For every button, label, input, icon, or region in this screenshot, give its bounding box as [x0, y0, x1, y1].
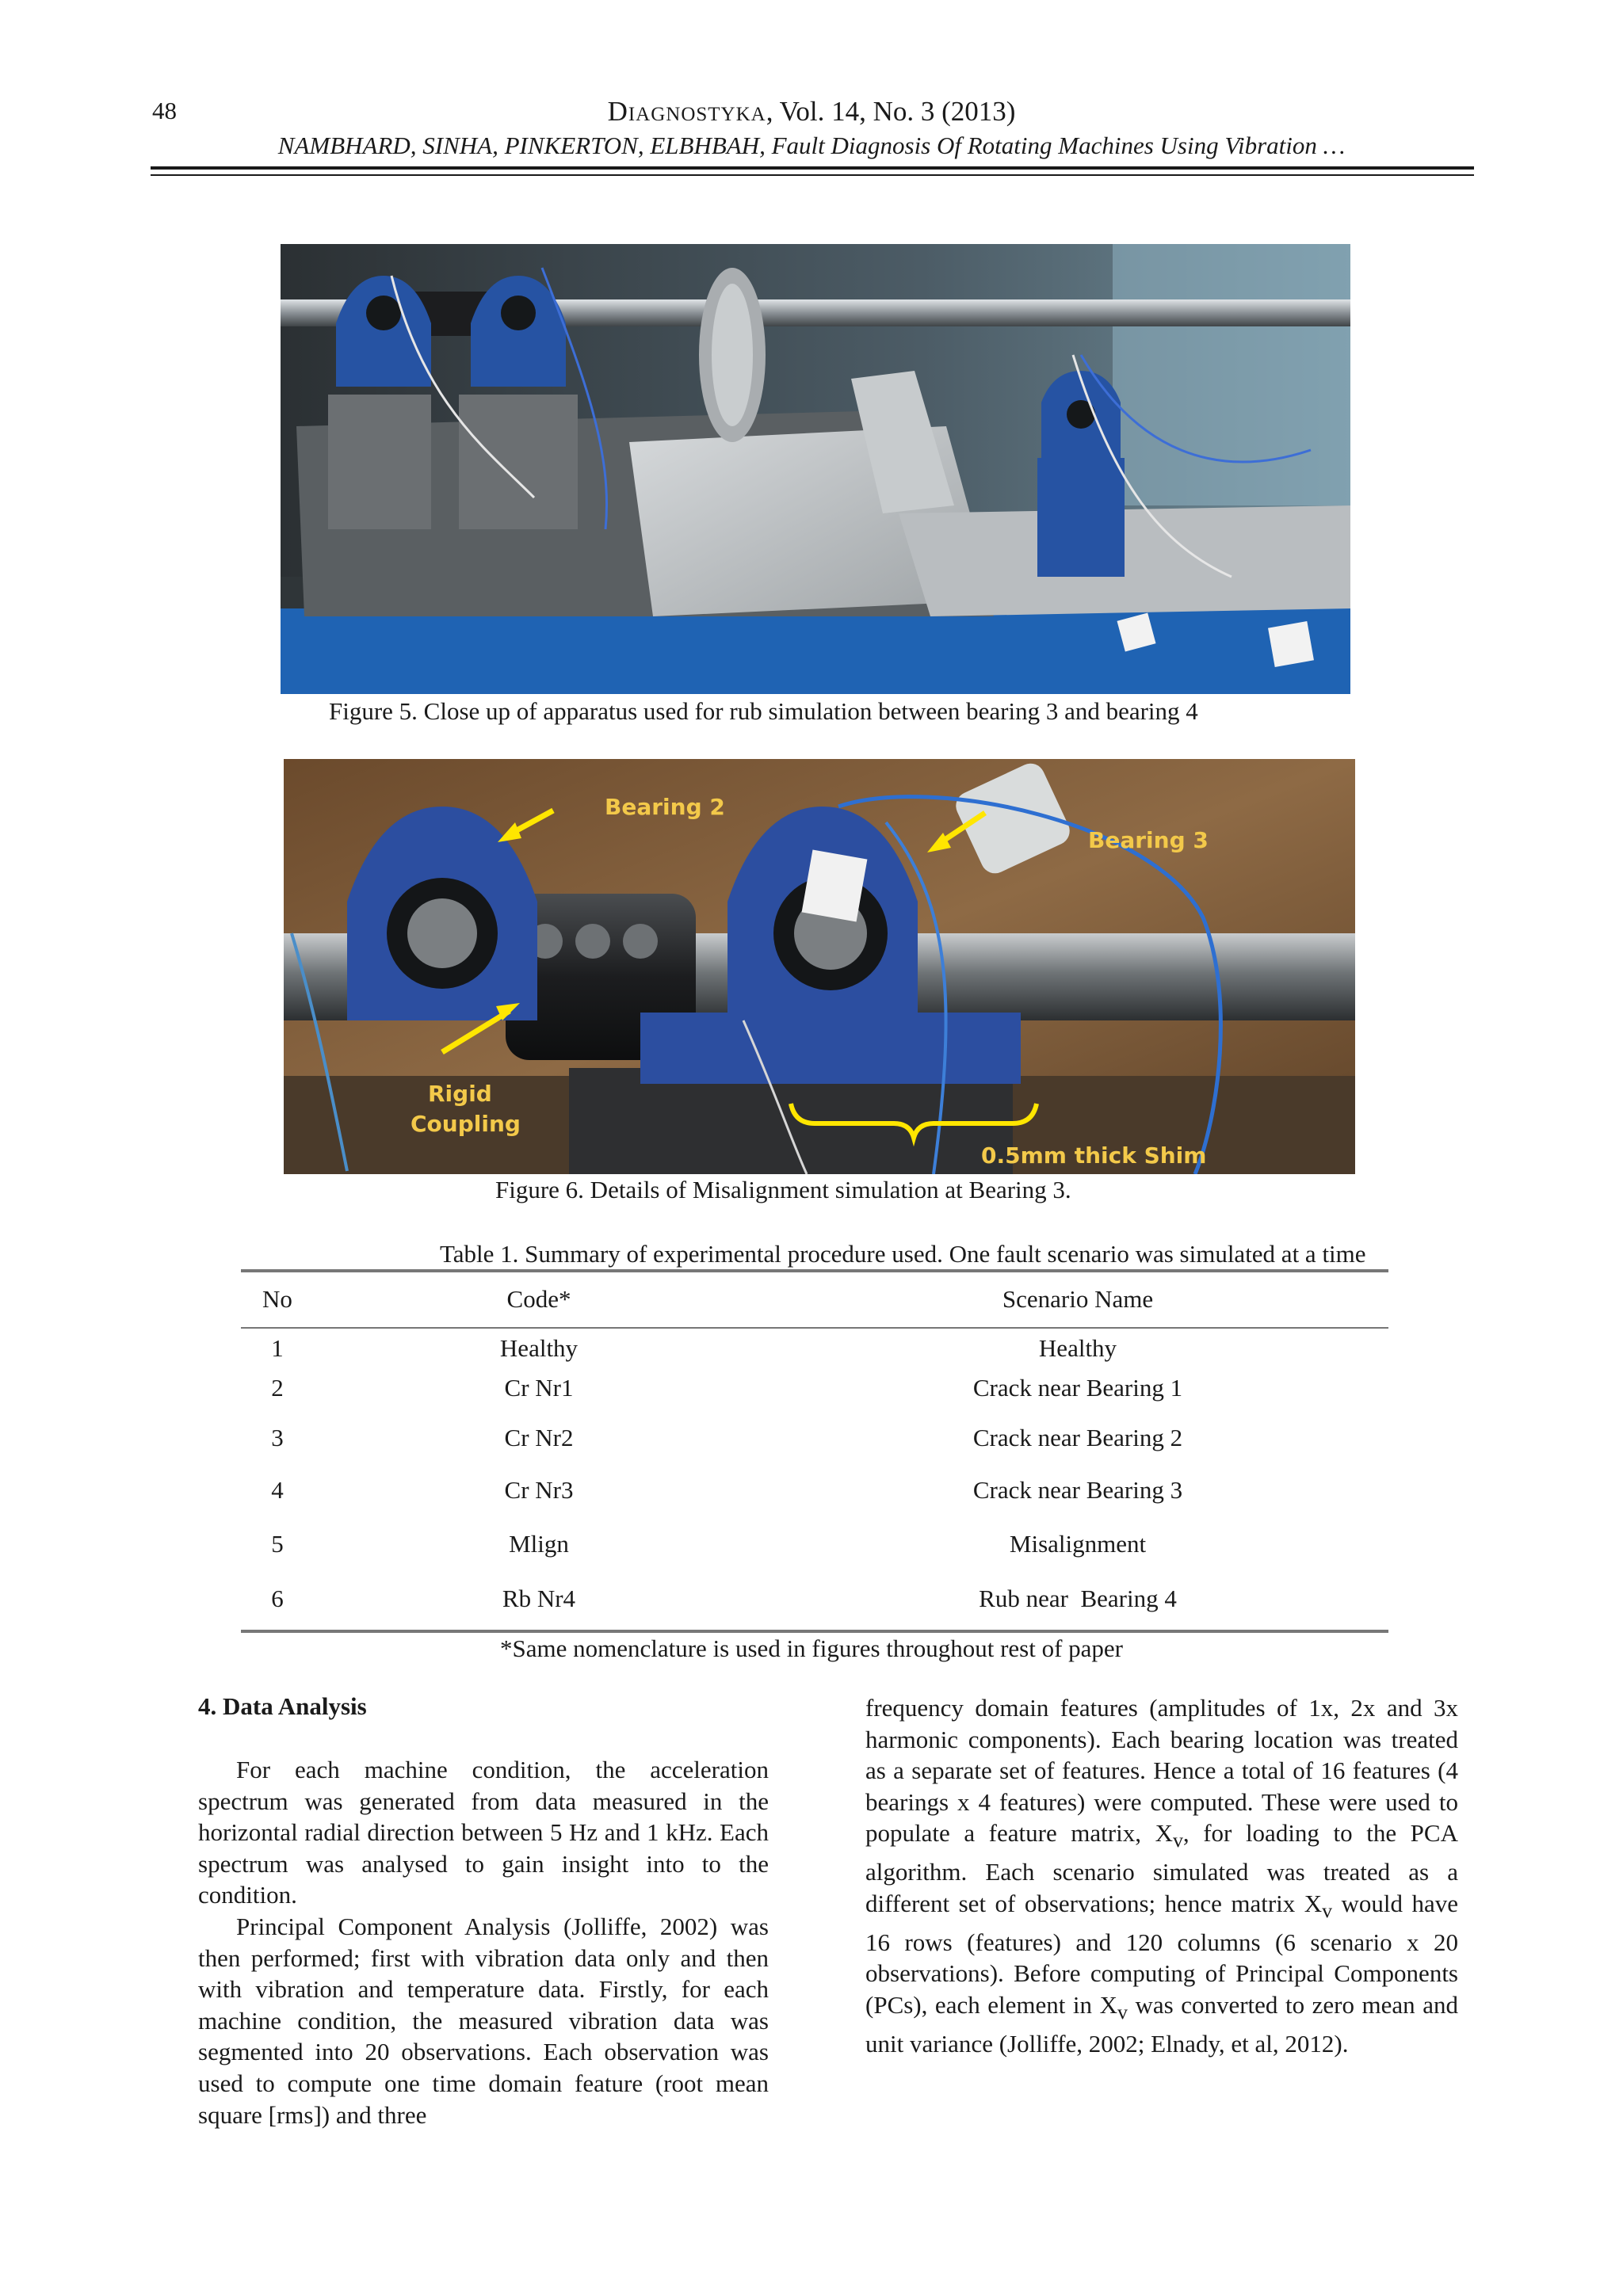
table-header-code: Code*: [506, 1285, 571, 1313]
misalignment-illustration: [284, 759, 1355, 1174]
journal-name: Diagnostyka: [607, 96, 766, 127]
header-rule-thin: [151, 174, 1474, 176]
running-title: NAMBHARD, SINHA, PINKERTON, ELBHBAH, Fault Diagnosis Of Rotating Machines Using Vibration …: [277, 132, 1346, 159]
header-rule-thick: [151, 166, 1474, 170]
shim-label: 0.5mm thick Shim: [981, 1142, 1207, 1169]
paragraph-3-part-4: was converted to zero mean and unit variance (Jolliffe, 2002; Elnady, et al, 2012).: [865, 1990, 1458, 2058]
table-row-3-code: Cr Nr2: [504, 1424, 574, 1451]
table-rule-bottom: [241, 1630, 1388, 1633]
table-row-5-code: Mlign: [509, 1530, 569, 1558]
journal-header: [0, 96, 1623, 128]
table-header-scenario: Scenario Name: [1002, 1285, 1154, 1313]
figure-5-photo: [281, 244, 1350, 694]
figure-5-caption: Figure 5. Close up of apparatus used for rub simulation between bearing 3 and bearing 4: [329, 697, 1198, 725]
table-row-1-code: Healthy: [499, 1334, 579, 1362]
table-row-2-code: Cr Nr1: [504, 1374, 574, 1402]
table-row-4-code: Cr Nr3: [504, 1476, 574, 1504]
table-row-3-scenario: Crack near Bearing 2: [972, 1424, 1183, 1451]
subscript-v-1: v: [1172, 1829, 1183, 1852]
table-row-6-scenario: Rub near Bearing 4: [979, 1585, 1177, 1612]
paragraph-3-part-3: would have 16 rows (features) and 120 columns (6 scenario x 20 observations). Before computing of Principal Components (PCs), each element in X: [865, 1889, 1458, 2019]
rigid-coupling-label-line1: Rigid: [428, 1081, 492, 1107]
table-row-3-no: 3: [271, 1424, 284, 1451]
figure-6-photo: [284, 759, 1355, 1174]
table-row-4-scenario: Crack near Bearing 3: [972, 1476, 1183, 1504]
subscript-v-2: v: [1322, 1898, 1333, 1922]
bearing-3-label: Bearing 3: [1088, 827, 1209, 853]
journal-issue: , Vol. 14, No. 3 (2013): [766, 96, 1016, 127]
section-heading: 4. Data Analysis: [198, 1692, 367, 1720]
table-row-2-scenario: Crack near Bearing 1: [972, 1374, 1183, 1402]
table-row-5-no: 5: [271, 1530, 284, 1558]
apparatus-illustration: [281, 244, 1350, 694]
table-row-4-no: 4: [271, 1476, 284, 1504]
rigid-coupling-label-line2: Coupling: [411, 1111, 521, 1137]
table-row-1-no: 1: [271, 1334, 284, 1362]
bearing-2-label: Bearing 2: [605, 794, 725, 820]
table-1-caption: Table 1. Summary of experimental procedure used. One fault scenario was simulated at a time: [440, 1240, 1366, 1268]
table-row-2-no: 2: [271, 1374, 284, 1402]
table-row-6-no: 6: [271, 1585, 284, 1612]
table-row-1-scenario: Healthy: [1038, 1334, 1117, 1362]
paragraph-3: [865, 1692, 1458, 2059]
right-column-text: [865, 1692, 1458, 2059]
paragraph-3-part-1: frequency domain features (amplitudes of 1x, 2x and 3x harmonic components). Each bearing location was treated as a separate set of features. Hence a total of 16 features (4 bearings x 4 features) were computed. These were used to populate a feature matrix, X: [865, 1694, 1458, 1848]
paragraph-1: For each machine condition, the acceleration spectrum was generated from data measured in the horizontal radial direction between 5 Hz and 1 kHz. Each spectrum was analysed to gain insight into to the condition.: [198, 1756, 769, 1909]
subscript-v-3: v: [1117, 2000, 1128, 2023]
paragraph-2: Principal Component Analysis (Jolliffe, 2002) was then performed; first with vibration data only and then with vibration and temperature data. Firstly, for each machine condition, the measured vibration data was segmented into 20 observations. Each observation was used to compute one time domain feature (root mean square [rms]) and three: [198, 1912, 769, 2129]
table-header-no: No: [262, 1285, 292, 1313]
table-rule-top: [241, 1269, 1388, 1272]
paragraph-3-part-2: , for loading to the PCA algorithm. Each scenario simulated was treated as a different set of observations; hence matrix X: [865, 1819, 1458, 1917]
table-rule-header: [241, 1327, 1388, 1329]
table-footnote: *Same nomenclature is used in figures throughout rest of paper: [500, 1634, 1123, 1662]
table-row-5-scenario: Misalignment: [1009, 1530, 1147, 1558]
figure-6-caption: Figure 6. Details of Misalignment simulation at Bearing 3.: [495, 1176, 1071, 1203]
table-row-6-code: Rb Nr4: [502, 1585, 576, 1612]
left-column-text: [198, 1754, 769, 2130]
page-number: 48: [152, 97, 177, 124]
